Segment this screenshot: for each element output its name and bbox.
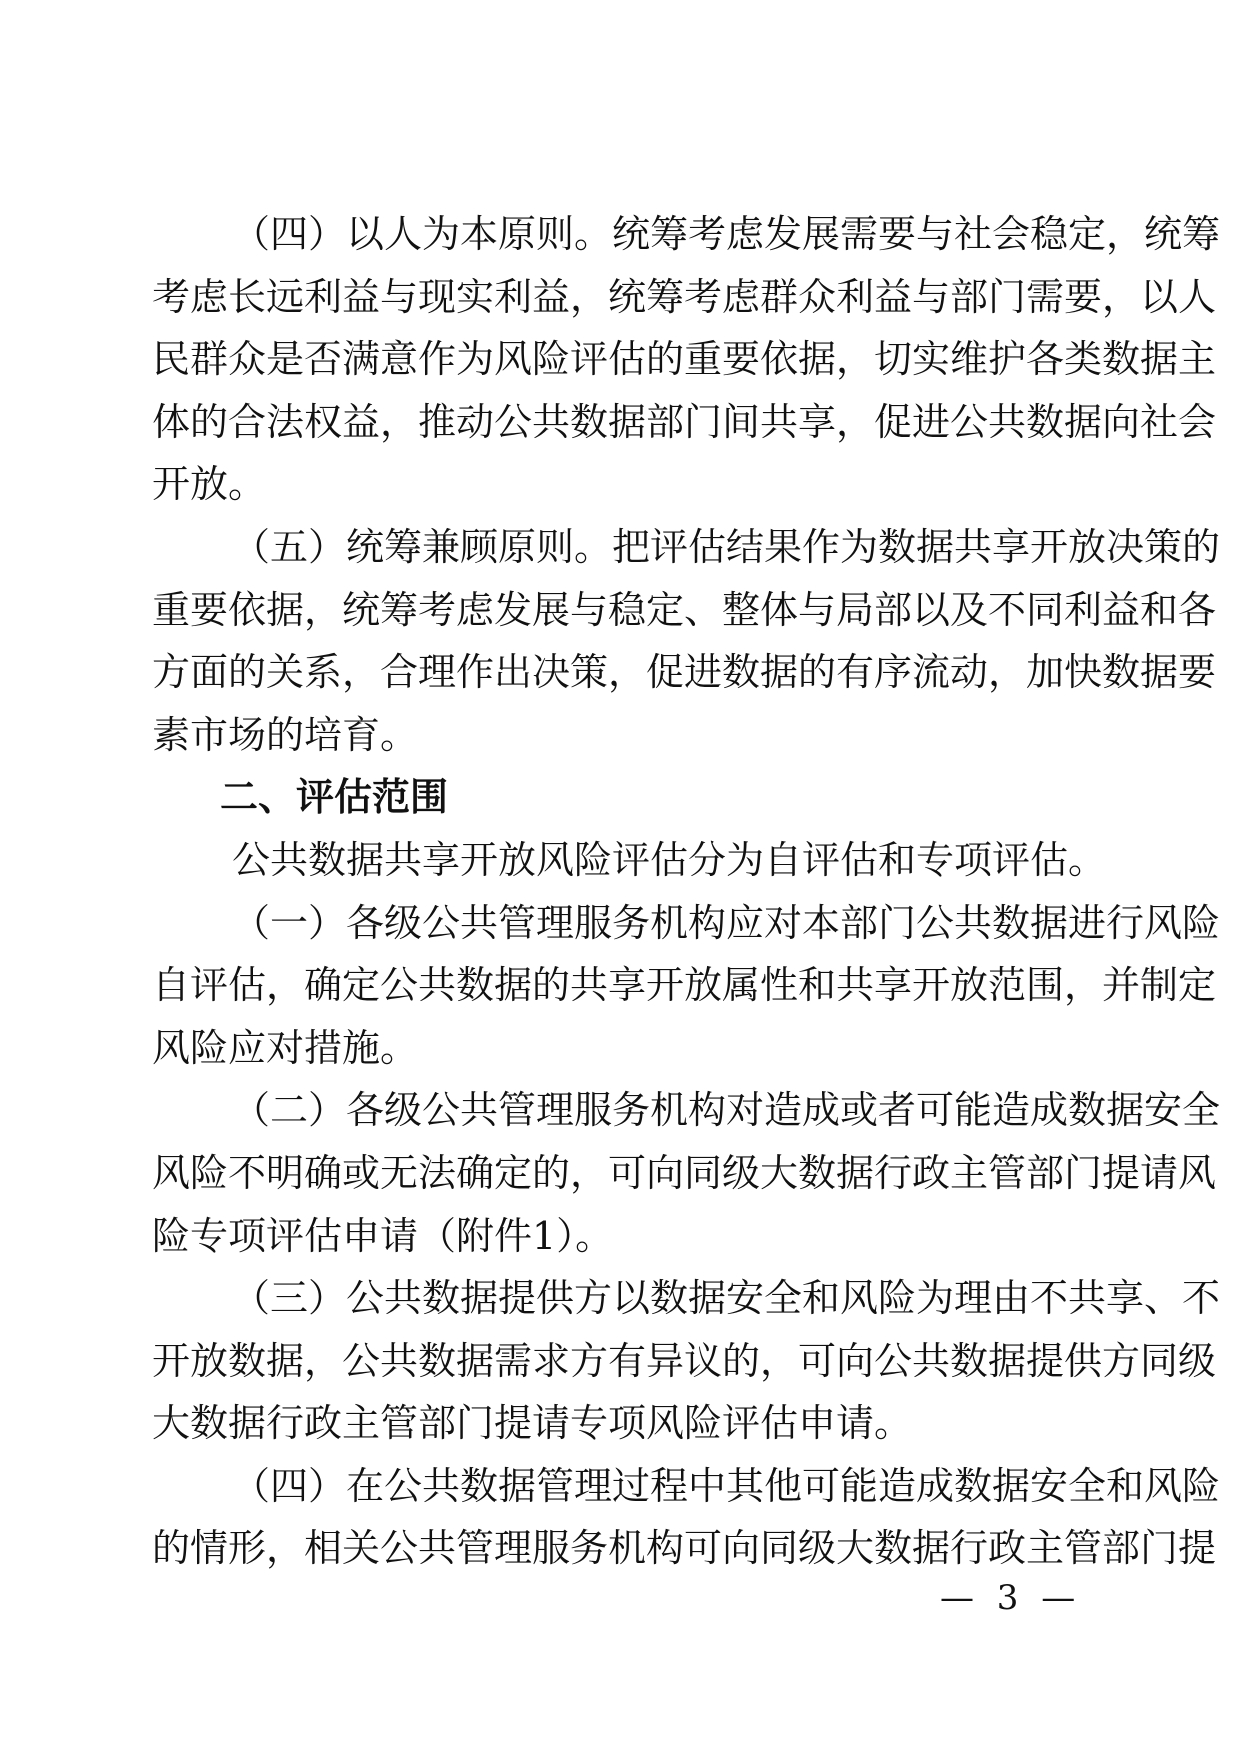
text-line: 素市场的培育。 xyxy=(152,712,419,757)
text-line: 开放。 xyxy=(152,462,267,507)
text-line: 险专项评估申请（附件1）。 xyxy=(152,1213,614,1258)
paragraph xyxy=(152,892,1221,1080)
text-line: （五）统筹兼顾原则。把评估结果作为数据共享开放决策的 xyxy=(232,524,1221,569)
paragraph xyxy=(152,829,1107,892)
text-line: 体的合法权益，推动公共数据部门间共享，促进公共数据向社会 xyxy=(152,399,1217,444)
text-line: 民群众是否满意作为风险评估的重要依据，切实维护各类数据主 xyxy=(152,337,1217,382)
text-line: 公共数据共享开放风险评估分为自评估和专项评估。 xyxy=(232,837,1107,882)
text-line: 自评估，确定公共数据的共享开放属性和共享开放范围，并制定 xyxy=(152,963,1217,1008)
section-heading xyxy=(152,766,1076,829)
paragraph xyxy=(152,1455,1221,1580)
text-line: 开放数据，公共数据需求方有异议的，可向公共数据提供方同级 xyxy=(152,1338,1217,1383)
text-line: 方面的关系，合理作出决策，促进数据的有序流动，加快数据要 xyxy=(152,650,1217,695)
text-line: （三）公共数据提供方以数据安全和风险为理由不共享、不 xyxy=(232,1276,1221,1321)
text-line: 重要依据，统筹考虑发展与稳定、整体与局部以及不同利益和各 xyxy=(152,587,1217,632)
page-number: — 3 — xyxy=(940,1578,1082,1618)
text-line: 的情形，相关公共管理服务机构可向同级大数据行政主管部门提 xyxy=(152,1526,1217,1571)
text-line: （一）各级公共管理服务机构应对本部门公共数据进行风险 xyxy=(232,900,1221,945)
paragraph xyxy=(152,203,1221,516)
text-line: （四）以人为本原则。统筹考虑发展需要与社会稳定，统筹 xyxy=(232,212,1221,256)
paragraph xyxy=(152,516,1221,766)
text-line: （二）各级公共管理服务机构对造成或者可能造成数据安全 xyxy=(232,1088,1221,1133)
text-line: （四）在公共数据管理过程中其他可能造成数据安全和风险 xyxy=(232,1463,1221,1508)
text-line: 二、评估范围 xyxy=(220,775,449,820)
text-line: 大数据行政主管部门提请专项风险评估申请。 xyxy=(152,1401,913,1446)
text-line: 风险应对措施。 xyxy=(152,1025,419,1070)
paragraph xyxy=(152,1079,1221,1267)
document-body xyxy=(152,203,1221,1580)
text-line: 考虑长远利益与现实利益，统筹考虑群众利益与部门需要，以人 xyxy=(152,274,1217,319)
paragraph xyxy=(152,1267,1221,1455)
text-line: 风险不明确或无法确定的，可向同级大数据行政主管部门提请风 xyxy=(152,1150,1217,1195)
